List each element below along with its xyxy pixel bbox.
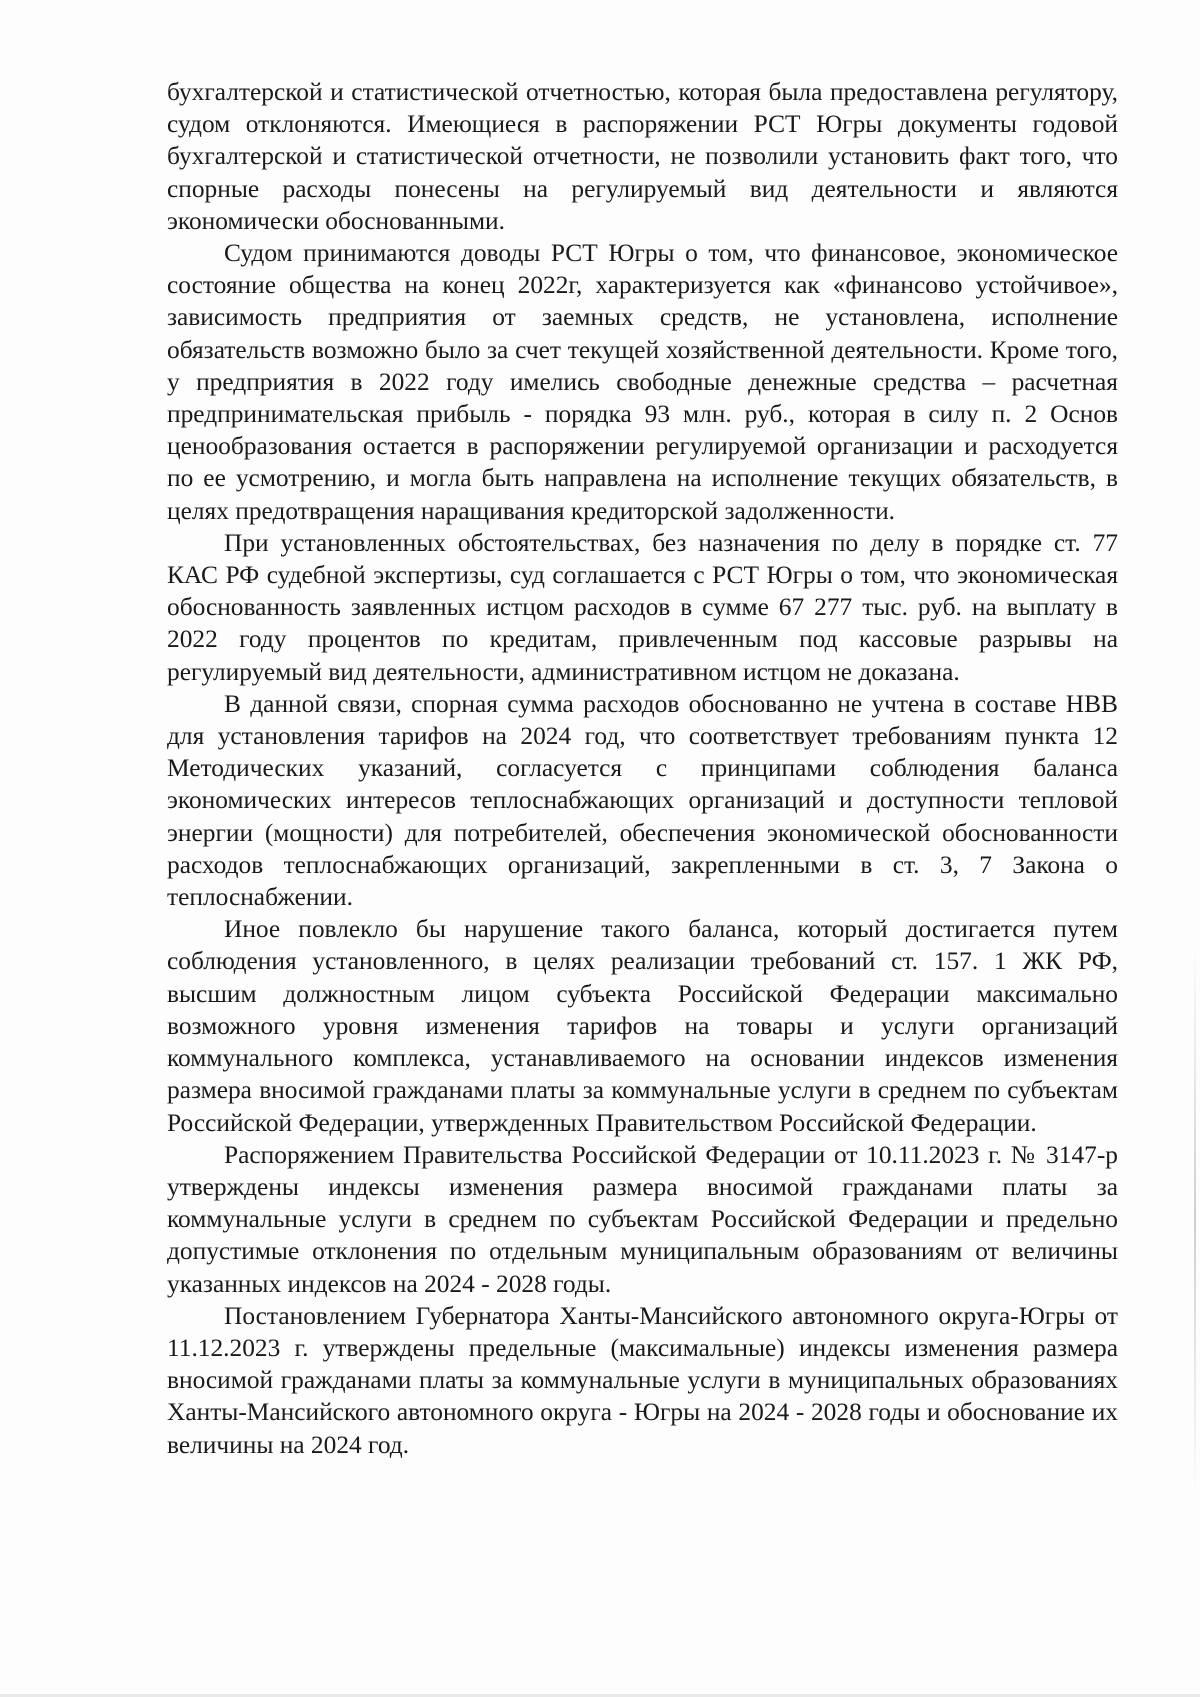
- paragraph-expense-not-proven: При установленных обстоятельствах, без назначения по делу в порядке ст. 77 КАС РФ судебной экспертизы, суд соглашается с РСТ Югры о том, что экономическая обоснованность заявленных истцом расходов в сумме 67 277 тыс. руб. на выплату в 2022 году процентов по кредитам, привлеченным под кассовые разрывы на регулируемый вид деятельности, административном истцом не доказана.: [167, 528, 1118, 686]
- scan-edge-shadow: [1194, 940, 1196, 1500]
- paragraph-government-order: Распоряжением Правительства Российской Федерации от 10.11.2023 г. № 3147-р утверждены индексы изменения размера вносимой гражданами платы за коммунальные услуги в среднем по субъектам Российской Федерации и предельно допустимые отклонения по отдельным муниципальным образованиям от величины указанных индексов на 2024 - 2028 годы.: [167, 1140, 1118, 1298]
- paragraph-reporting-rejected: бухгалтерской и статистической отчетностью, которая была предоставлена регулятору, судом отклоняются. Имеющиеся в распоряжении РСТ Югры документы годовой бухгалтерской и статистической отчетности, не позволили установить факт того, что спорные расходы понесены на регулируемый вид деятельности и являются экономически обоснованными.: [167, 78, 1118, 235]
- paragraph-financial-stability: Судом принимаются доводы РСТ Югры о том, что финансовое, экономическое состояние общества на конец 2022г, характеризуется как «финансово устойчивое», зависимость предприятия от заемных средств, не установлена, исполнение обязательств возможно было за счет текущей хозяйственной деятельности. Кроме того, у предприятия в 2022 году имелись свободные денежные средства – расчетная предпринимательская прибыль - порядка 93 млн. руб., которая в силу п. 2 Основ ценообразования остается в распоряжении регулируемой организации и расходуется по ее усмотрению, и могла быть направлена на исполнение текущих обязательств, в целях предотвращения наращивания кредиторской задолженности.: [167, 239, 1118, 525]
- document-body: [167, 76, 1118, 1461]
- paragraph-balance-violation: Иное повлекло бы нарушение такого баланса, который достигается путем соблюдения установленного, в целях реализации требований ст. 157. 1 ЖК РФ, высшим должностным лицом субъекта Российской Федерации максимально возможного уровня изменения тарифов на товары и услуги организаций коммунального комплекса, устанавливаемого на основании индексов изменения размера вносимой гражданами платы за коммунальные услуги в среднем по субъектам Российской Федерации, утвержденных Правительством Российской Федерации.: [167, 915, 1118, 1137]
- paragraph-governor-resolution: Постановлением Губернатора Ханты-Мансийского автономного округа-Югры от 11.12.2023 г. утверждены предельные (максимальные) индексы изменения размера вносимой гражданами платы за коммунальные услуги в муниципальных образованиях Ханты-Мансийского автономного округа - Югры на 2024 - 2028 годы и обоснование их величины на 2024 год.: [167, 1301, 1118, 1459]
- paragraph-nvv-exclusion: В данной связи, спорная сумма расходов обоснованно не учтена в составе НВВ для установления тарифов на 2024 год, что соответствует требованиям пункта 12 Методических указаний, согласуется с принципами соблюдения баланса экономических интересов теплоснабжающих организаций и доступности тепловой энергии (мощности) для потребителей, обеспечения экономической обоснованности расходов теплоснабжающих организаций, закрепленными в ст. 3, 7 Закона о теплоснабжении.: [167, 689, 1118, 912]
